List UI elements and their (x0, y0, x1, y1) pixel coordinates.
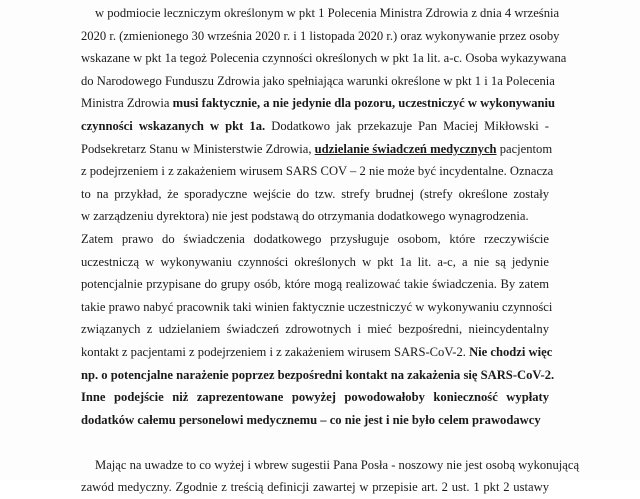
bold-text: czynności wskazanych w pkt 1a. (81, 118, 266, 133)
bold-text: Nie chodzi więc (469, 344, 553, 359)
text-line: takie prawo nabyć pracownik taki winien faktycznie uczestniczyć w wykonywaniu czynności (81, 299, 553, 314)
bold-text-line: Inne podejście niż zaprezentowane powyżej powodowałoby konieczność wypłaty (81, 390, 549, 405)
paragraph-3 (81, 454, 580, 495)
text-line: w zarządzeniu dyrektora) nie jest podstawą do otrzymania dodatkowego wynagrodzenia. (81, 209, 529, 224)
text-run: Podsekretarz Stanu w Ministerstwie Zdrowia, (81, 141, 315, 156)
text-line: do Narodowego Funduszu Zdrowia jako spełniająca warunki określone w pkt 1 i 1a Polecenia (81, 73, 555, 88)
bold-underlined-text: udzielanie świadczeń medycznych (314, 141, 497, 156)
text-run: Dodatkowo jak przekazuje Pan Maciej Mikłowski - (265, 118, 550, 133)
bold-text-line: dodatków całemu personelowi medycznemu – co nie jest i nie było celem prawodawcy (81, 412, 541, 427)
text-line (81, 138, 553, 161)
text-line (81, 92, 555, 115)
bold-text: musi faktycznie, a nie jedynie dla pozoru, uczestniczyć w wykonywaniu (172, 96, 555, 111)
text-line: to na przykład, że sporadyczne wejście do tzw. strefy brudnej (strefy określone zostały (81, 186, 549, 201)
text-line: Mając na uwadze to co wyżej i wbrew sugestii Pana Posła - noszowy nie jest osobą wykonującą (95, 457, 580, 472)
text-run: pacjentom (496, 141, 553, 156)
text-line: w podmiocie leczniczym określonym w pkt 1 Polecenia Ministra Zdrowia z dnia 4 września (95, 6, 560, 20)
document-body (81, 2, 580, 495)
text-line: wskazane w pkt 1a tegoż Polecenia czynności określonych w pkt 1a lit. a-c. Osoba wykazywana (81, 51, 567, 66)
text-line: Zatem prawo do świadczenia dodatkowego przysługuje osobom, które rzeczywiście (81, 231, 549, 246)
text-line (81, 115, 549, 138)
text-run: kontakt z pacjentami z podejrzeniem i z zakażeniem wirusem SARS-CoV-2. (81, 344, 470, 359)
paragraph-gap (81, 431, 549, 454)
text-line: z podejrzeniem i z zakażeniem wirusem SARS COV – 2 nie może być incydentalne. Oznacza (81, 164, 554, 179)
text-line: zawód medyczny. Zgodnie z treścią definicji zawartej w przepisie art. 2 ust. 1 pkt 2 ustawy (81, 480, 549, 495)
cut-off-line (81, 476, 549, 495)
text-run: Ministra Zdrowia (81, 96, 173, 111)
paragraph-1 (81, 2, 567, 228)
paragraph-2 (81, 228, 555, 431)
text-line: uczestniczą w wykonywaniu czynności określonych w pkt 1a lit. a-c, a nie są jedynie (81, 254, 549, 269)
text-line: związanych z udzielaniem świadczeń zdrowotnych i mieć bezpośredni, nieincydentalny (81, 322, 549, 337)
text-line (81, 341, 553, 364)
bold-text-line: np. o potencjalne narażenie poprzez bezpośredni kontakt na zakażenia się SARS-CoV-2. (81, 367, 555, 382)
text-line: 2020 r. (zmienionego 30 września 2020 r. i 1 listopada 2020 r.) oraz wykonywanie przez osoby (81, 28, 560, 43)
text-line: potencjalnie przypisane do grupy osób, które mogą realizować takie świadczenia. By zatem (81, 277, 549, 292)
